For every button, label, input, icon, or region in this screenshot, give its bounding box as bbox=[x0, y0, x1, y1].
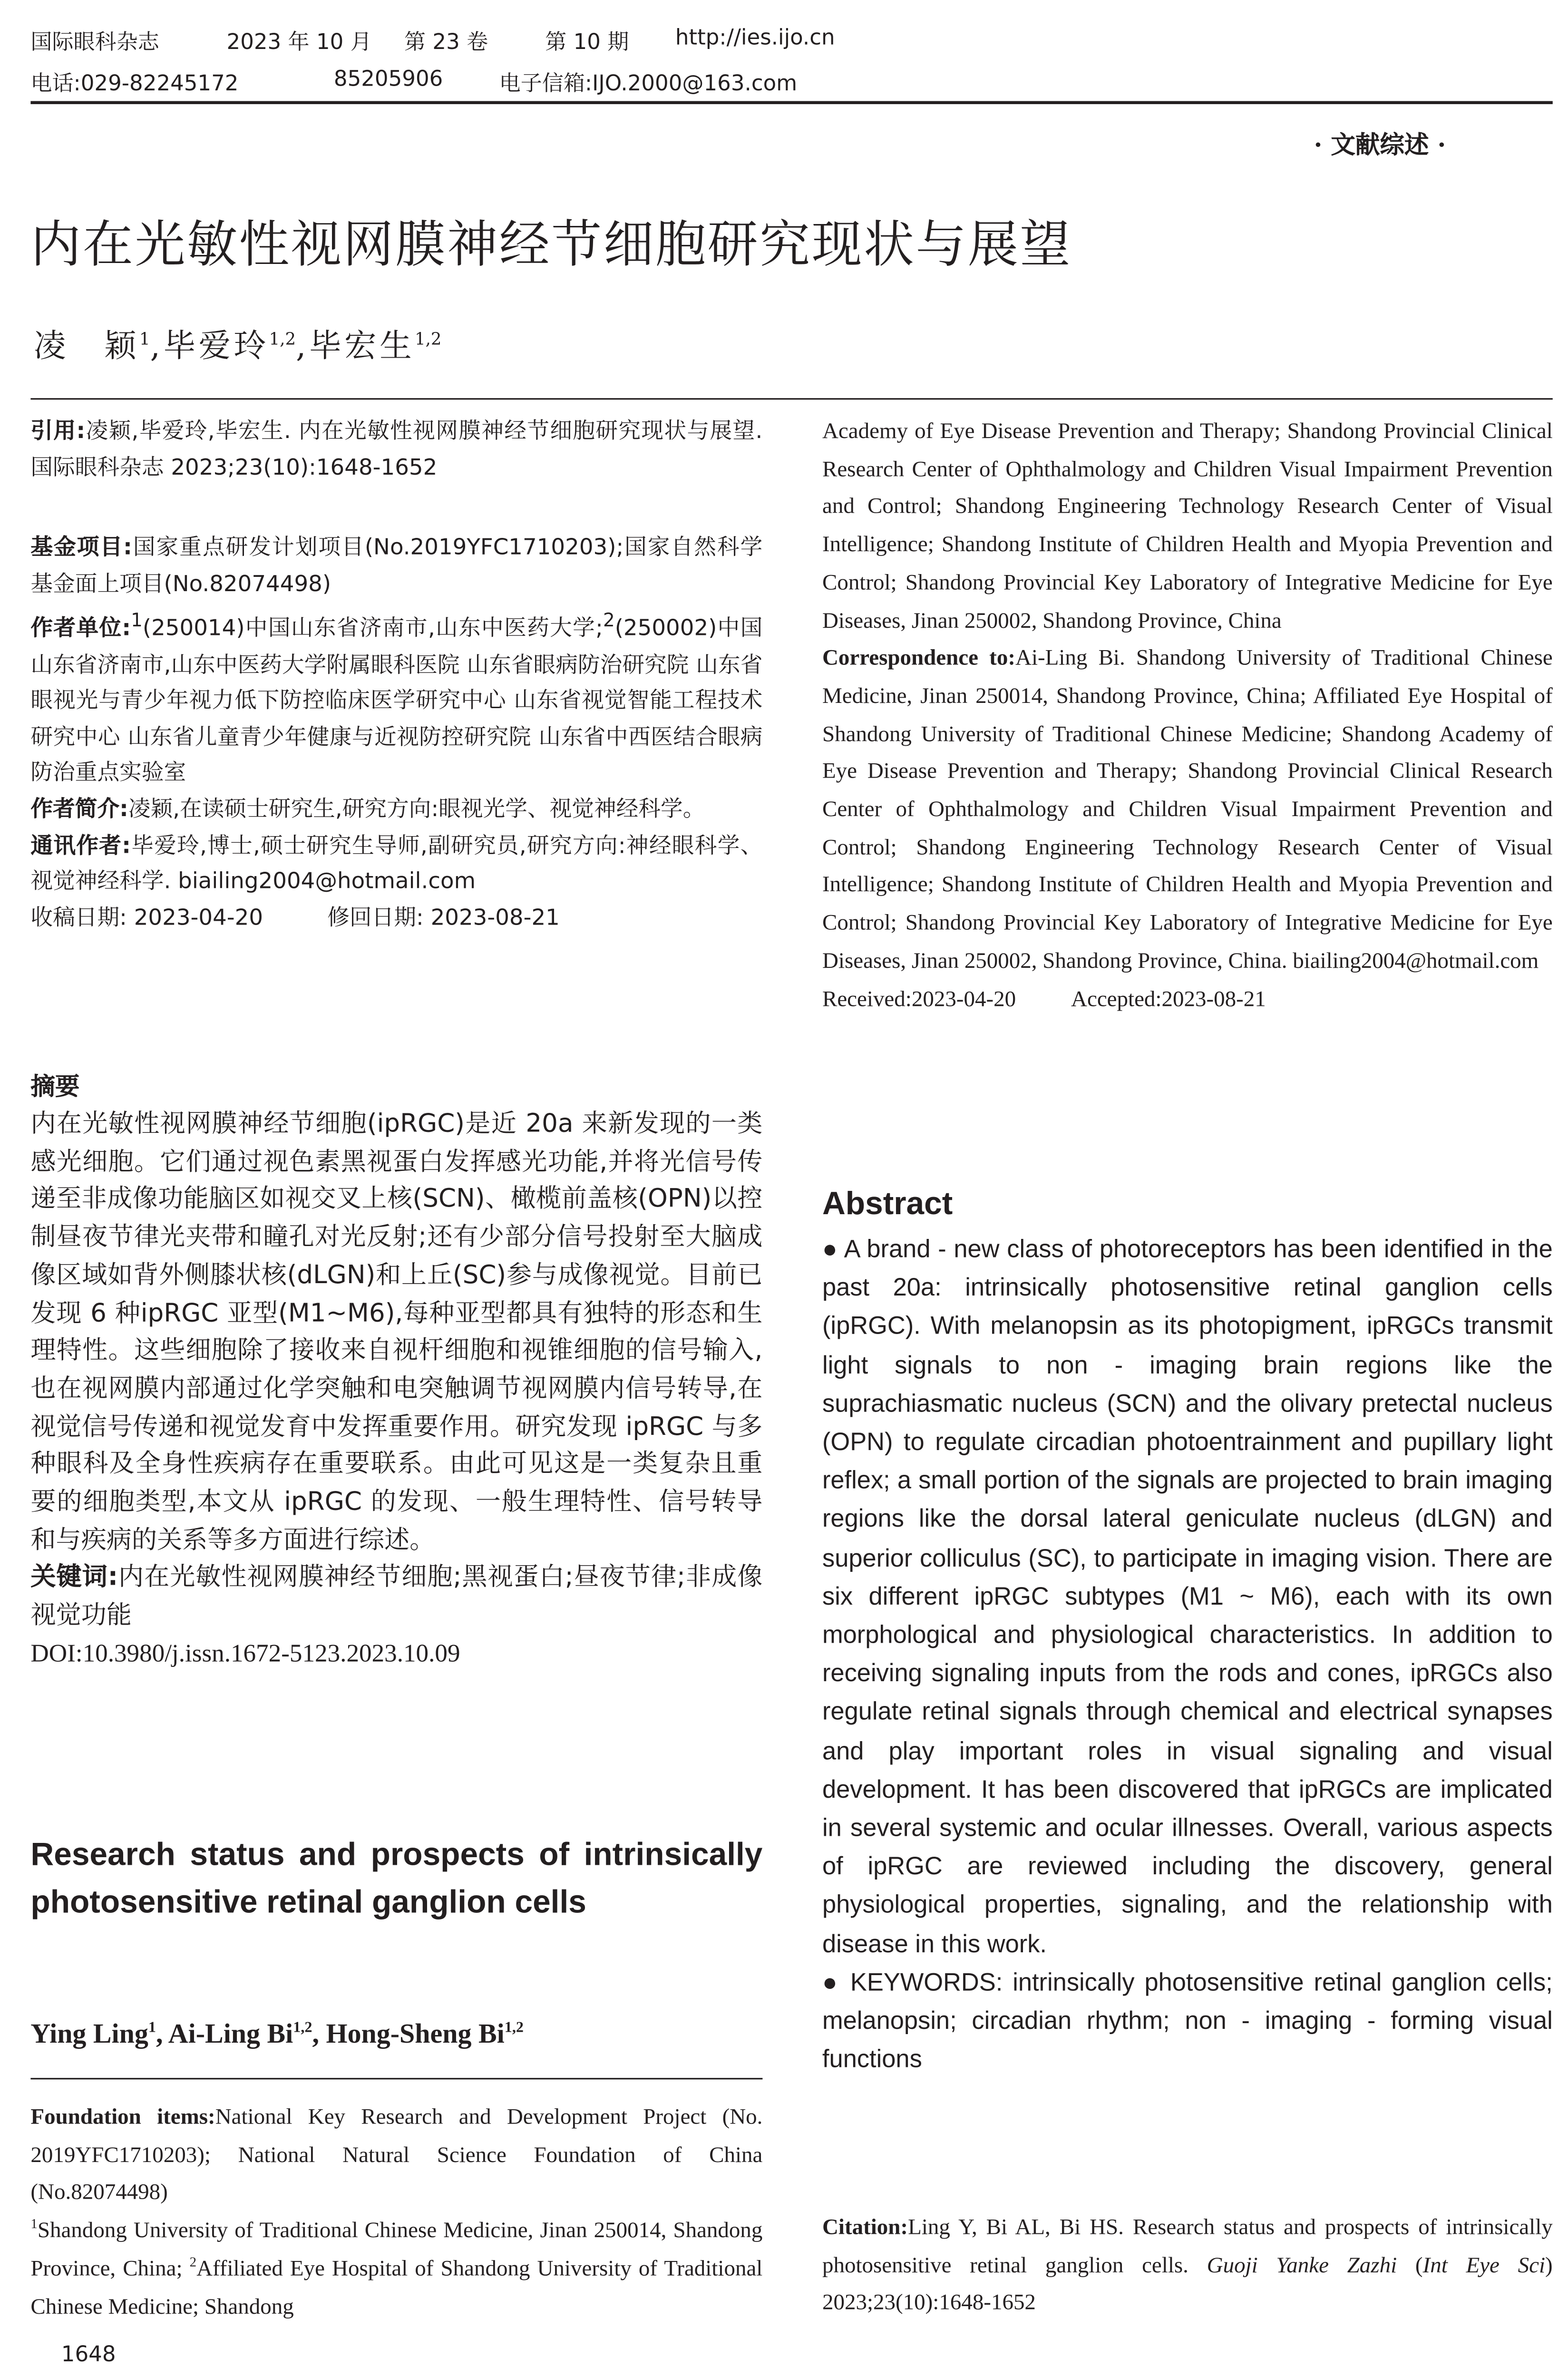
citation-journal: Guoji Yanke Zazhi bbox=[1207, 2253, 1397, 2278]
authors-en bbox=[30, 2018, 524, 2051]
foundation-text: National Key Research and Development Project (No. 2019YFC1710203); National Natural Science Foundation of China (No.82074498) bbox=[30, 2105, 763, 2206]
affil-sup: 2 bbox=[189, 2254, 197, 2270]
label: 作者单位: bbox=[30, 617, 131, 642]
author-en: , Hong-Sheng Bi bbox=[312, 2018, 505, 2049]
author-affil-sup: 1,2 bbox=[415, 329, 442, 350]
author-separator: , bbox=[150, 328, 164, 365]
label: 基金项目: bbox=[30, 536, 132, 561]
bio-text: 凌颖,在读硕士研究生,研究方向:眼视光学、视觉神经科学。 bbox=[128, 798, 705, 822]
label: Correspondence to: bbox=[822, 646, 1016, 671]
label: 关键词: bbox=[30, 1562, 118, 1592]
section-tag: · 文献综述 · bbox=[1314, 130, 1446, 159]
email: 电子信箱:IJO.2000@163.com bbox=[499, 72, 798, 97]
citation-cn bbox=[30, 415, 762, 487]
page-number: 1648 bbox=[61, 2343, 116, 2367]
header-rule bbox=[30, 101, 1552, 104]
foundation-en bbox=[30, 2099, 762, 2326]
author-affil-sup: 1,2 bbox=[269, 329, 296, 350]
keywords-text: 内在光敏性视网膜神经节细胞;黑视蛋白;昼夜节律;非成像视觉功能 bbox=[30, 1562, 763, 1630]
affiliation-en-continued bbox=[822, 413, 1553, 1019]
abstract-en bbox=[822, 1231, 1553, 2080]
label: Foundation items: bbox=[30, 2105, 215, 2130]
label: Citation: bbox=[822, 2215, 908, 2241]
author-en: Ying Ling bbox=[30, 2018, 148, 2049]
affil-text: (250002)中国山东省济南市,山东中医药大学附属眼科医院 山东省眼病防治研究院 山东省眼视光与青少年视力低下防控临床医学研究中心 山东省视觉智能工程技术研究中心 山东省儿童青少年健康与近视防控研究院 山东省中西医结合眼病防治重点实验室 bbox=[30, 617, 763, 786]
affiliation-cn bbox=[30, 604, 762, 793]
label: 作者简介: bbox=[30, 798, 128, 822]
phone: 电话:029-82245172 bbox=[30, 72, 239, 97]
accepted-date: Accepted:2023-08-21 bbox=[1071, 987, 1266, 1012]
phone-2: 85205906 bbox=[333, 67, 443, 92]
article-title-cn: 内在光敏性视网膜神经节细胞研究现状与展望 bbox=[30, 214, 1072, 274]
label: 通讯作者: bbox=[30, 834, 131, 858]
foundation-items bbox=[30, 2099, 762, 2213]
abstract-heading-cn: 摘要 bbox=[30, 1072, 80, 1101]
received-date: 收稿日期: 2023-04-20 bbox=[30, 906, 263, 931]
article-title-en: Research status and prospects of intrinsically photosensitive retinal ganglion cells bbox=[30, 1837, 763, 1920]
corresponding-author bbox=[30, 829, 762, 902]
affil-sup: 2 bbox=[603, 610, 615, 632]
author-affil-sup: 1,2 bbox=[293, 2019, 312, 2037]
doi: DOI:10.3980/j.issn.1672-5123.2023.10.09 bbox=[30, 1638, 460, 1667]
citation-en bbox=[822, 2210, 1553, 2323]
author-bio bbox=[30, 793, 762, 829]
corr-text: 毕爱玲,博士,硕士研究生导师,副研究员,研究方向:神经眼科学、视觉神经科学. biailing2004@hotmail.com bbox=[30, 834, 763, 895]
author-affil-sup: 1,2 bbox=[504, 2019, 524, 2037]
affiliation-en bbox=[30, 2213, 762, 2327]
funding bbox=[30, 531, 762, 604]
dates-en bbox=[822, 981, 1553, 1019]
journal-name: 国际眼科杂志 bbox=[30, 30, 159, 55]
funding-text: 国家重点研发计划项目(No.2019YFC1710203);国家自然科学基金面上项目(No.82074498) bbox=[30, 536, 763, 597]
issue-date: 2023 年 10 月 bbox=[226, 30, 372, 55]
author-separator: , bbox=[296, 328, 309, 365]
volume: 第 23 卷 bbox=[404, 30, 488, 55]
author-affil-sup: 1 bbox=[148, 2019, 156, 2037]
corr-text: Ai-Ling Bi. Shandong University of Traditional Chinese Medicine, Jinan 250014, Shandong Province, China; Affiliated Eye Hospital of Shandong University of Traditional Chinese Medicine; Shandong Academy of Eye Disease Prevention and Therapy; Shandong Provincial Clinical Research Center of Ophthalmology and Children Visual Impairment Prevention and Control; Shandong Engineering Technology Research Center of Visual Intelligence; Shandong Institute of Children Health and Myopia Prevention and Control; Shandong Provincial Key Laboratory of Integrative Medicine for Eye Diseases, Jinan 250002, Shandong Province, China. biailing2004@hotmail.com bbox=[822, 646, 1553, 974]
dates-cn bbox=[30, 902, 762, 938]
abstract-text-cn: 内在光敏性视网膜神经节细胞(ipRGC)是近 20a 来新发现的一类感光细胞。它们通过视色素黑视蛋白发挥感光功能,并将光信号传递至非成像功能脑区如视交叉上核(SCN)、橄榄前盖核(OPN)以控制昼夜节律光夹带和瞳孔对光反射;还有少部分信号投射至大脑成像区域如背外侧膝状核(dLGN)和上丘(SC)参与成像视觉。目前已发现 6 种ipRGC 亚型(M1~M6),每种亚型都具有独特的形态和生理特性。这些细胞除了接收来自视杆细胞和视锥细胞的信号输入,也在视网膜内部通过化学突触和电突触调节视网膜内信号转导,在视觉信号传递和视觉发育中发挥重要作用。研究发现 ipRGC 与多种眼科及全身性疾病存在重要联系。由此可见这是一类复杂且重要的细胞类型,本文从 ipRGC 的发现、一般生理特性、信号转导和与疾病的关系等多方面进行综述。 bbox=[30, 1109, 763, 1554]
author-affil-sup: 1 bbox=[139, 329, 150, 350]
abstract-cn bbox=[30, 1106, 762, 1673]
author-cn: 毕爱玲 bbox=[163, 328, 269, 365]
author-rule bbox=[30, 2078, 762, 2079]
citation-tail: ) 2023;23(10):1648-1652 bbox=[822, 2253, 1553, 2316]
received-date: Received:2023-04-20 bbox=[822, 987, 1016, 1012]
author-info-cn bbox=[30, 531, 762, 937]
keywords-cn bbox=[30, 1559, 762, 1635]
abstract-text-en: ● A brand - new class of photoreceptors has been identified in the past 20a: intrinsically photosensitive retinal ganglion cells (ipRGC). With melanopsin as its photopigment, ipRGCs transmit light signals to non - imaging brain regions like the suprachiasmatic nucleus (SCN) and the olivary pretectal nucleus (OPN) to regulate circadian photoentrainment and pupillary light reflex; a small portion of the signals are projected to brain imaging regions like the dorsal lateral geniculate nucleus (dLGN) and superior colliculus (SC), to participate in imaging vision. There are six different ipRGC subtypes (M1 ~ M6), each with its own morphological and physiological characteristics. In addition to receiving signaling inputs from the rods and cones, ipRGCs also regulate retinal signals through chemical and electrical synapses and play important roles in visual signaling and visual development. It has been discovered that ipRGCs are implicated in several systemic and ocular illnesses. Overall, various aspects of ipRGC are reviewed including the discovery, general physiological properties, signaling, and the relationship with disease in this work. bbox=[822, 1236, 1553, 1958]
author-cn: 凌 颖 bbox=[33, 328, 139, 365]
affil-text: Affiliated Eye Hospital of Shandong University of Traditional Chinese Medicine; Shandong bbox=[30, 2257, 763, 2319]
label: 引用: bbox=[30, 419, 86, 444]
citation-text: 凌颖,毕爱玲,毕宏生. 内在光敏性视网膜神经节细胞研究现状与展望. 国际眼科杂志 2023;23(10):1648-1652 bbox=[30, 419, 763, 480]
affil-text: (250014)中国山东省济南市,山东中医药大学; bbox=[142, 617, 603, 642]
authors-cn bbox=[34, 321, 442, 368]
affil-sup: 1 bbox=[30, 2216, 38, 2231]
correspondence-en bbox=[822, 641, 1553, 981]
journal-url: http://ies.ijo.cn bbox=[675, 26, 835, 51]
author-cn: 毕宏生 bbox=[309, 328, 415, 365]
abstract-heading-en: Abstract bbox=[822, 1187, 953, 1222]
revised-date: 修回日期: 2023-08-21 bbox=[327, 906, 560, 931]
affil-continued-text: Academy of Eye Disease Prevention and Therapy; Shandong Provincial Clinical Research Center of Ophthalmology and Children Visual Impairment Prevention and Control; Shandong Engineering Technology Research Center of Visual Intelligence; Shandong Institute of Children Health and Myopia Prevention and Control; Shandong Provincial Key Laboratory of Integrative Medicine for Eye Diseases, Jinan 250002, Shandong Province, China bbox=[822, 419, 1553, 633]
issue-number: 第 10 期 bbox=[545, 30, 629, 55]
citation-journal-en: Int Eye Sci bbox=[1422, 2253, 1546, 2278]
title-rule bbox=[30, 398, 1552, 399]
affil-text: Shandong University of Traditional Chinese Medicine, Jinan 250014, Shandong Province, China; bbox=[30, 2219, 763, 2281]
keywords-en: ● KEYWORDS: intrinsically photosensitive retinal ganglion cells; melanopsin; circadian rhythm; non - imaging - forming visual functions bbox=[822, 1969, 1553, 2074]
author-en: , Ai-Ling Bi bbox=[156, 2018, 293, 2049]
citation-paren: ( bbox=[1397, 2253, 1423, 2278]
affil-sup: 1 bbox=[131, 610, 143, 632]
citation-text: Ling Y, Bi AL, Bi HS. Research status and prospects of intrinsically photosensitive retinal ganglion cells. bbox=[822, 2215, 1553, 2278]
